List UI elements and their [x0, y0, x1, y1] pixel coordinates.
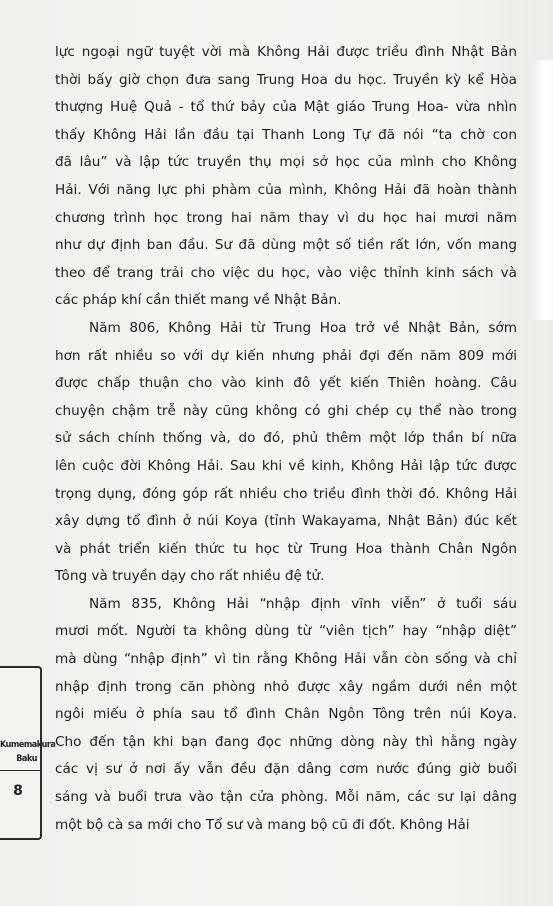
- text-line: mươi mốt. Người ta không dùng từ “viên tịch” hay “nhập diệt”: [55, 623, 517, 640]
- text-line: thượng Huệ Quả - tổ thứ bảy của Mật giáo Trung Hoa- vừa nhìn: [55, 99, 517, 116]
- text-line: thấy Không Hải lần đầu tại Thanh Long Tự đã nói “ta chờ con: [55, 126, 517, 143]
- paragraph: [55, 39, 517, 315]
- side-tab-title: [0, 738, 56, 766]
- text-line: lên cuộc đời Không Hải. Sau khi về kinh, Không Hải lập tức được: [55, 457, 517, 474]
- text-line: xây dựng tổ đình ở núi Koya (tỉnh Wakayama, Nhật Bản) đúc kết: [55, 513, 517, 530]
- text-line: các vị sư ở nơi ấy vẫn đều đặn dâng cơm nước đúng giờ buổi: [55, 761, 517, 778]
- text-line: sáng và buổi trưa vào tận cửa phòng. Mỗi năm, các sư lại dâng: [55, 789, 517, 806]
- text-line: trọng dụng, đóng góp rất nhiều cho triều đình thời đó. Không Hải: [55, 485, 517, 502]
- paragraph: [55, 315, 517, 591]
- text-line: và phát triển kiến thức tu học từ Trung Hoa thành Chân Ngôn: [55, 540, 517, 557]
- text-line: được chấp thuận cho vào kinh đô yết kiến Thiên hoàng. Câu: [55, 375, 517, 392]
- text-line: Hải. Với năng lực phi phàm của mình, Không Hải đã hoàn thành: [55, 181, 517, 198]
- text-line: sử sách chính thống và, do đó, phủ thêm một lớp thần bí nữa: [55, 430, 517, 447]
- side-tab-divider: [0, 770, 40, 771]
- side-tab-title-line2: Baku: [16, 754, 37, 764]
- text-line: các pháp khí cần thiết mang về Nhật Bản.: [55, 292, 342, 309]
- text-line: theo để trang trải cho việc du học, vào việc thỉnh kinh sách và: [55, 264, 517, 281]
- text-line: thời bấy giờ chọn đưa sang Trung Hoa du học. Truyền kỳ kể Hòa: [55, 71, 517, 88]
- page-number: 8: [13, 783, 23, 799]
- text-line: ngôi miếu ở phía sau tổ đình Chân Ngôn Tông trên núi Koya.: [55, 706, 517, 723]
- page-edge-shadow: [531, 60, 553, 320]
- paragraph: [55, 591, 517, 839]
- text-line: Năm 835, Không Hải “nhập định vĩnh viễn” ở tuổi sáu: [89, 595, 517, 612]
- text-line: như dự định ban đầu. Sư đã dùng một số tiền rất lớn, vốn mang: [55, 237, 517, 254]
- text-line: đã lâu” và lập tức truyền thụ mọi sở học của mình cho Không: [55, 154, 517, 171]
- text-line: Tông và truyền dạy cho rất nhiều đệ tử.: [55, 568, 325, 585]
- text-line: chuyện chậm trễ này cũng không có ghi chép cụ thể nào trong: [55, 402, 517, 419]
- side-tab-title-line1: Kumemakura: [0, 740, 56, 750]
- text-line: mà dùng “nhập định” vì tin rằng Không Hải vẫn còn sống và chỉ: [55, 651, 517, 668]
- text-line: lực ngoại ngữ tuyệt vời mà Không Hải được triều đình Nhật Bản: [55, 44, 517, 60]
- text-line: hơn rất nhiều so với dự kiến nhưng phải đợi đến năm 809 mới: [55, 347, 517, 364]
- text-line: một bộ cà sa mới cho Tổ sư và mang bộ cũ đi đốt. Không Hải: [55, 816, 470, 833]
- text-line: nhập định trong căn phòng nhỏ được xây ngầm dưới nền một: [55, 678, 517, 695]
- text-line: chương trình học trong hai năm thay vì du học hai mươi năm: [55, 209, 517, 226]
- text-line: Cho đến tận khi bạn đang đọc những dòng này thì hằng ngày: [55, 733, 517, 750]
- body-text: [55, 39, 517, 839]
- text-line: Năm 806, Không Hải từ Trung Hoa trở về Nhật Bản, sớm: [89, 319, 517, 336]
